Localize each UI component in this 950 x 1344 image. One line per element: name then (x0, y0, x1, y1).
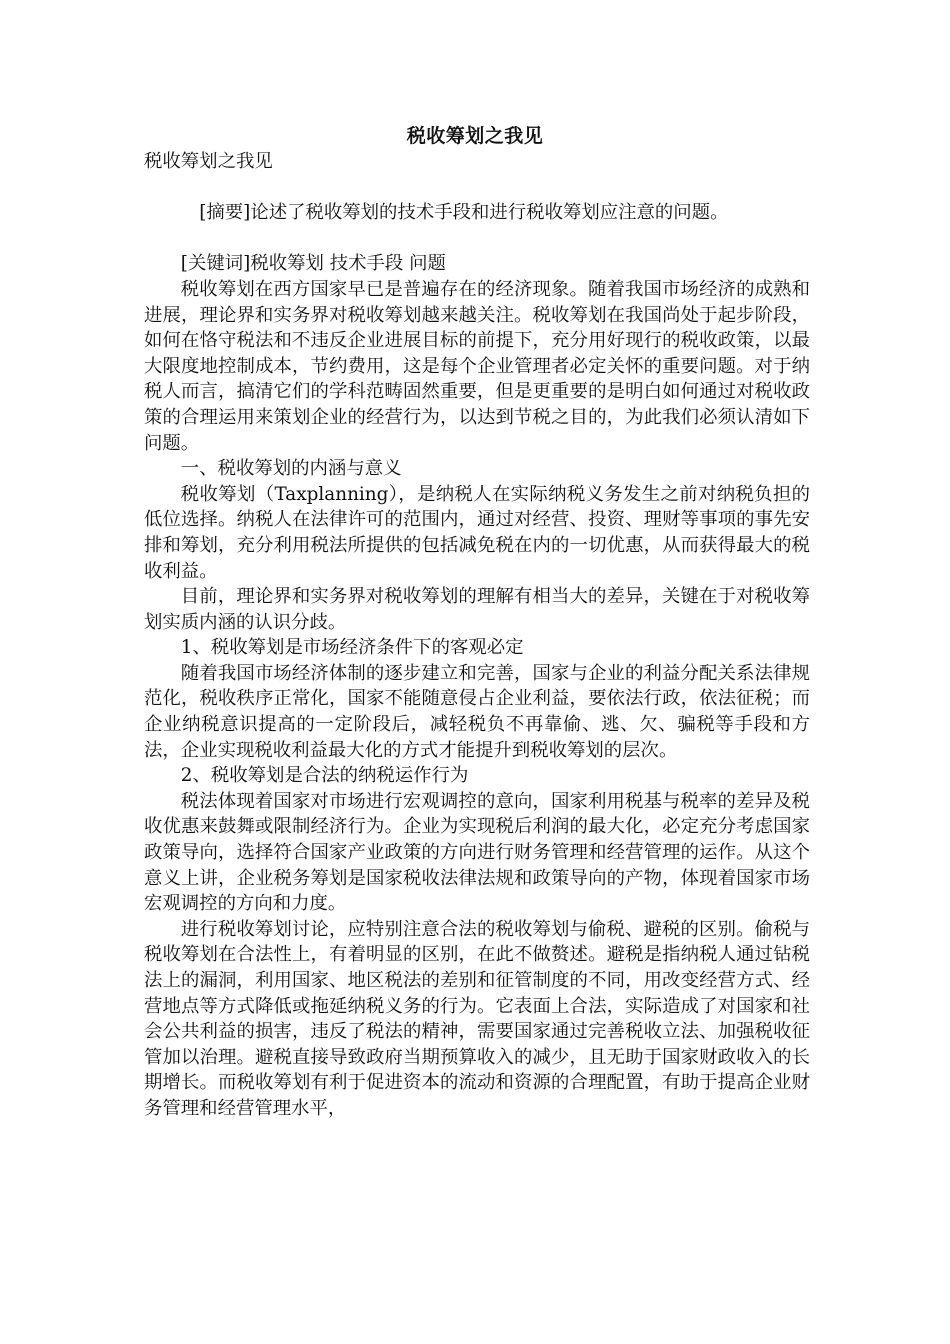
document-title: 税收筹划之我见 (406, 125, 544, 147)
body-paragraph: 目前，理论界和实务界对税收筹划的理解有相当大的差异，关键在于对税收筹划实质内涵的认识分歧。 (144, 586, 810, 633)
blank-line (144, 226, 810, 252)
body-paragraph: 进行税收筹划讨论，应特别注意合法的税收筹划与偷税、避税的区别。偷税与税收筹划在合法性上，有着明显的区别，在此不做赘述。避税是指纳税人通过钻税法上的漏洞，利用国家、地区税法的差别和征管制度的不同，用改变经营方式、经营地点等方式降低或拖延纳税义务的行为。它表面上合法，实际造成了对国家和社会公共利益的损害，违反了税法的精神，需要国家通过完善税收立法、加强税收征管加以治理。避税直接导致政府当期预算收入的减少，且无助于国家财政收入的长期增长。而税收筹划有利于促进资本的流动和资源的合理配置，有助于提高企业财务管理和经营管理水平， (144, 918, 810, 1119)
body-paragraph: 税收筹划在西方国家早已是普遍存在的经济现象。随着我国市场经济的成熟和进展，理论界和实务界对税收筹划越来越关注。税收筹划在我国尚处于起步阶段，如何在恪守税法和不违反企业进展目标的前提下，充分用好现行的税收政策，以最大限度地控制成本，节约费用，这是每个企业管理者必定关怀的重要问题。对于纳税人而言，搞清它们的学科范畴固然重要，但是更重要的是明白如何通过对税收政策的合理运用来策划企业的经营行为，以达到节税之目的，为此我们必须认清如下问题。 (144, 278, 810, 454)
body-paragraph: 税收筹划（Taxplanning），是纳税人在实际纳税义务发生之前对纳税负担的低位选择。纳税人在法律许可的范围内，通过对经营、投资、理财等事项的事先安排和筹划，充分利用税法所提供的包括减免税在内的一切优惠，从而获得最大的税收利益。 (144, 483, 810, 582)
blank-line (144, 175, 810, 201)
subsection-heading: 2、税收筹划是合法的纳税运作行为 (180, 765, 469, 787)
body-paragraph: 税法体现着国家对市场进行宏观调控的意向，国家利用税基与税率的差异及税收优惠来鼓舞或限制经济行为。企业为实现税后利润的最大化，必定充分考虑国家政策导向，选择符合国家产业政策的方向进行财务管理和经营管理的运作。从这个意义上讲，企业税务筹划是国家税收法律法规和政策导向的产物，体现着国家市场宏观调控的方向和力度。 (144, 790, 810, 915)
document-subtitle: 税收筹划之我见 (144, 151, 273, 172)
keywords-line: [关键词]税收筹划 技术手段 问题 (180, 253, 446, 275)
abstract-paragraph: [摘要]论述了税收筹划的技术手段和进行税收筹划应注意的问题。 (199, 202, 729, 224)
document-body (144, 149, 810, 1122)
subsection-heading: 1、税收筹划是市场经济条件下的客观必定 (180, 637, 524, 659)
section-heading: 一、税收筹划的内涵与意义 (180, 458, 402, 480)
body-paragraph: 随着我国市场经济体制的逐步建立和完善，国家与企业的利益分配关系法律规范化，税收秩序正常化，国家不能随意侵占企业利益，要依法行政，依法征税；而企业纳税意识提高的一定阶段后，减轻税负不再靠偷、逃、欠、骗税等手段和方法，企业实现税收利益最大化的方式才能提升到税收筹划的层次。 (144, 662, 810, 761)
